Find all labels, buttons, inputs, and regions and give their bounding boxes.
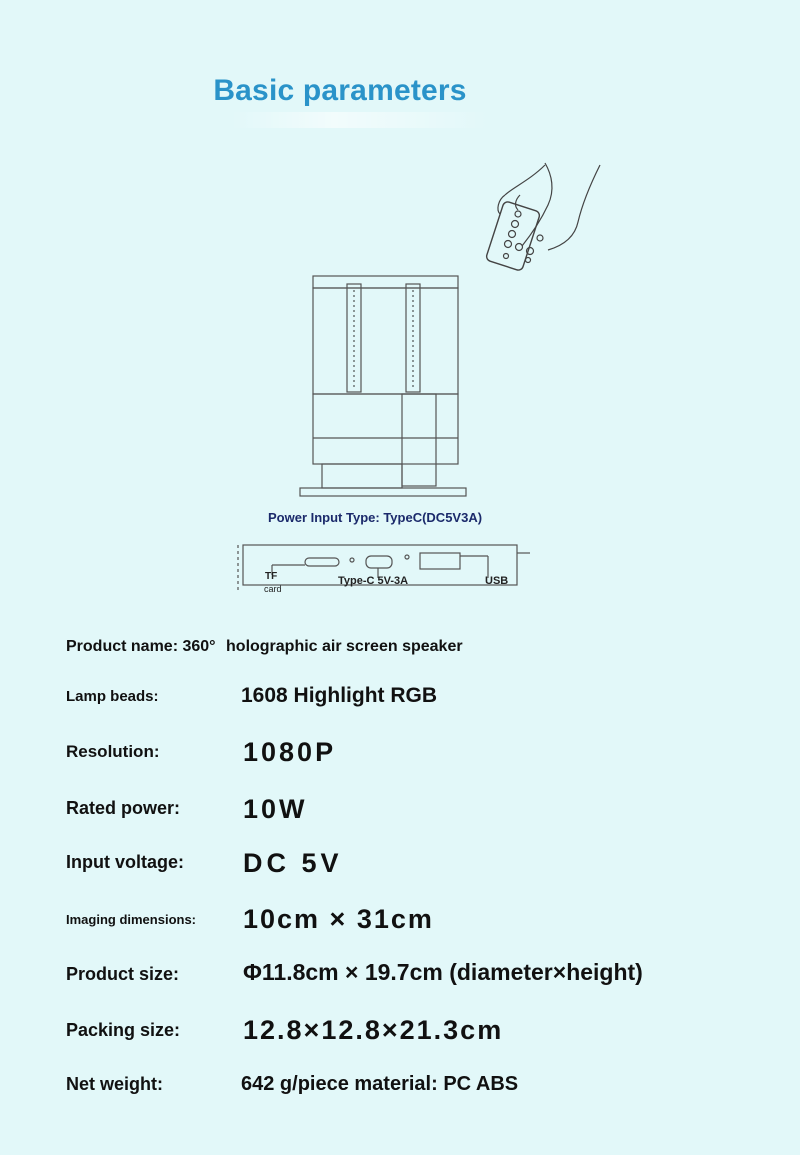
resolution-label: Resolution: [66,742,160,761]
product-size-label: Product size: [66,964,180,984]
product-name-label: Product name: 360° [66,638,216,655]
lamp-beads-label: Lamp beads: [66,688,159,705]
tf-label: TF [265,571,278,582]
card-label: card [264,584,282,594]
resolution-value: 1080P [243,737,337,767]
product-size-value: Φ11.8cm × 19.7cm (diameter×height) [243,959,643,985]
imaging-dimensions-value: 10cm × 31cm [243,904,434,934]
net-weight-label: Net weight: [66,1074,163,1094]
page-title: Basic parameters [213,74,467,107]
speaker-device-icon [300,276,466,496]
typec-port-label: Type-C 5V-3A [338,575,409,587]
rated-power-label: Rated power: [66,798,181,818]
usb-port-label: USB [485,575,509,587]
product-name-value: holographic air screen speaker [226,638,463,655]
input-voltage-value: DC 5V [243,848,343,878]
imaging-dimensions-label: Imaging dimensions: [66,912,197,927]
packing-size-value: 12.8×12.8×21.3cm [243,1015,504,1045]
packing-size-label: Packing size: [66,1020,181,1040]
net-weight-value: 642 g/piece material: PC ABS [241,1073,519,1095]
product-name-row [66,638,463,656]
hand-remote-icon [485,163,600,271]
power-input-type: Power Input Type: TypeC(DC5V3A) [268,510,483,525]
lamp-beads-value: 1608 Highlight RGB [241,684,438,707]
input-voltage-label: Input voltage: [66,852,184,872]
rated-power-value: 10W [243,794,308,824]
